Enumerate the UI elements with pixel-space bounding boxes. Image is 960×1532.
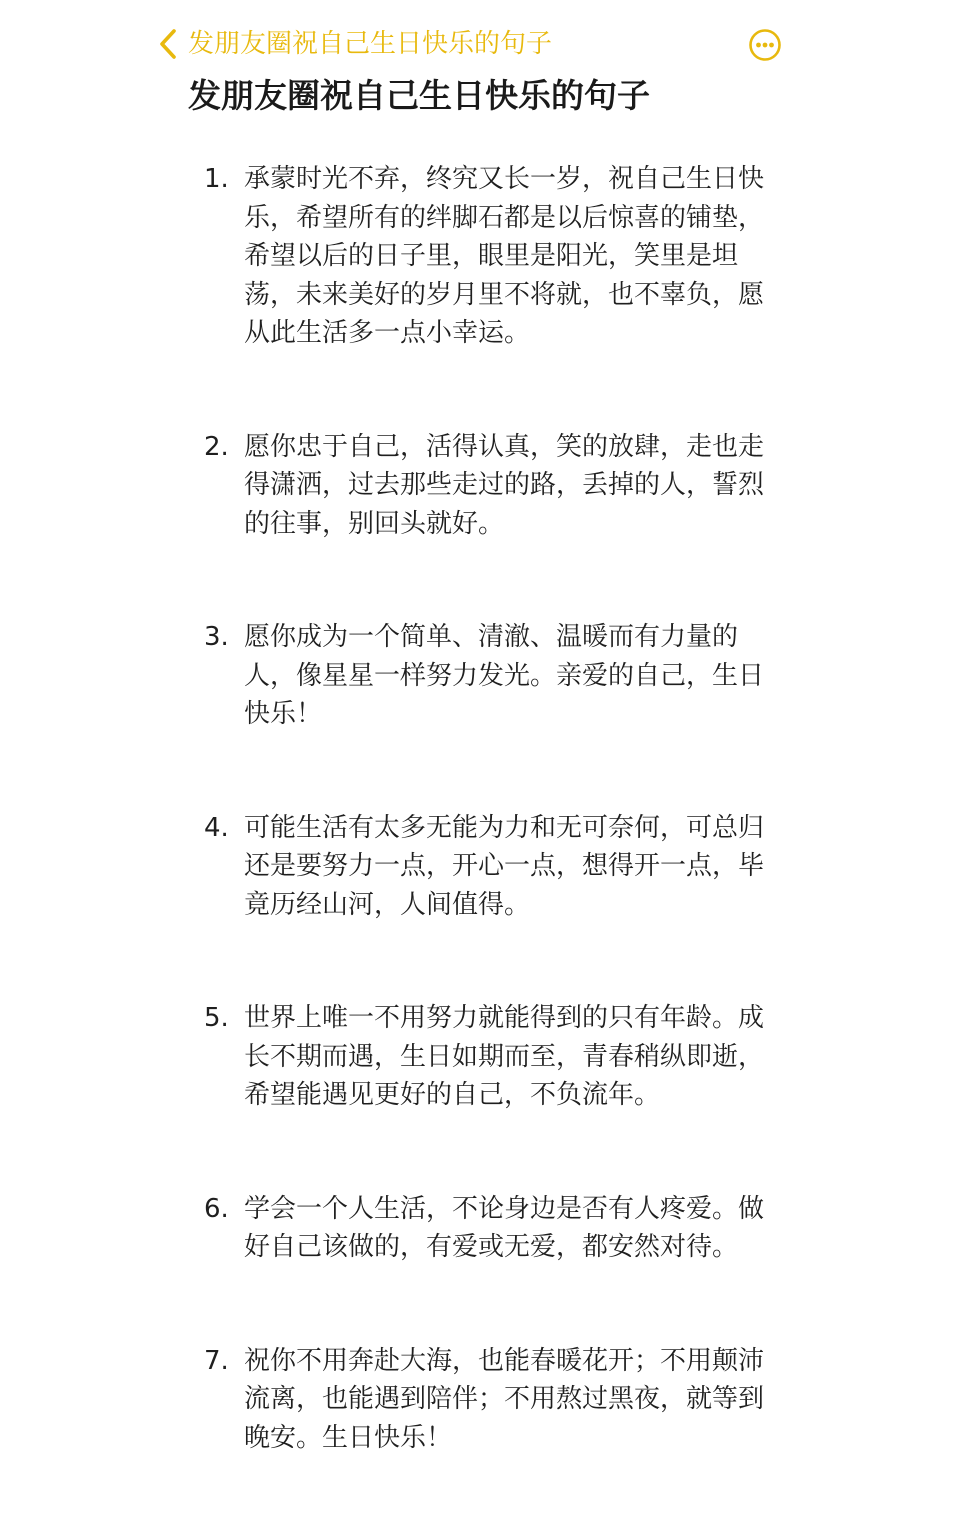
list-item [204, 428, 784, 544]
back-button[interactable] [158, 24, 552, 64]
list-item [204, 809, 784, 925]
list-item-number: 2. [204, 431, 229, 462]
list-item-number: 7. [204, 1345, 229, 1376]
list-item-text: 愿你忠于自己，活得认真，笑的放肆，走也走得潇洒，过去那些走过的路，丢掉的人，誓烈的往事，别回头就好。 [244, 431, 765, 539]
list-item-text: 承蒙时光不弃，终究又长一岁，祝自己生日快乐，希望所有的绊脚石都是以后惊喜的铺垫，希望以后的日子里，眼里是阳光，笑里是坦荡，未来美好的岁月里不将就，也不辜负，愿从此生活多一点小幸运。 [244, 164, 765, 348]
back-button-label: 发朋友圈祝自己生日快乐的句子 [188, 29, 553, 59]
list-item-number: 5. [204, 1003, 229, 1033]
list-item [204, 1342, 784, 1458]
list-item-text: 世界上唯一不用努力就能得到的只有年龄。成长不期而遇，生日如期而至，青春稍纵即逝，希望能遇见更好的自己，不负流年。 [244, 1003, 765, 1110]
list-item [204, 1190, 784, 1267]
sentence-list [204, 160, 784, 1532]
list-item [204, 999, 784, 1115]
list-item-number: 3. [204, 622, 229, 652]
list-item-text: 学会一个人生活，不论身边是否有人疼爱。做好自己该做的，有爱或无爱，都安然对待。 [244, 1193, 765, 1262]
list-item-number: 6. [204, 1193, 229, 1224]
more-dots-icon [749, 29, 781, 61]
list-item [204, 618, 784, 734]
list-item-number: 4. [204, 812, 229, 843]
list-item-text: 祝你不用奔赴大海，也能春暖花开；不用颠沛流离，也能遇到陪伴；不用熬过黑夜，就等到晚安。生日快乐！ [244, 1345, 765, 1453]
list-item [204, 160, 784, 353]
more-options-button[interactable] [749, 29, 781, 61]
page-title: 发朋友圈祝自己生日快乐的句子 [188, 76, 650, 115]
chevron-left-icon [158, 28, 178, 60]
list-item-text: 可能生活有太多无能为力和无可奈何，可总归还是要努力一点，开心一点，想得开一点，毕竟历经山河，人间值得。 [244, 812, 765, 920]
list-item-text: 愿你成为一个简单、清澈、温暖而有力量的人，像星星一样努力发光。亲爱的自己，生日快乐！ [244, 622, 765, 729]
list-item-number: 1. [204, 164, 229, 194]
